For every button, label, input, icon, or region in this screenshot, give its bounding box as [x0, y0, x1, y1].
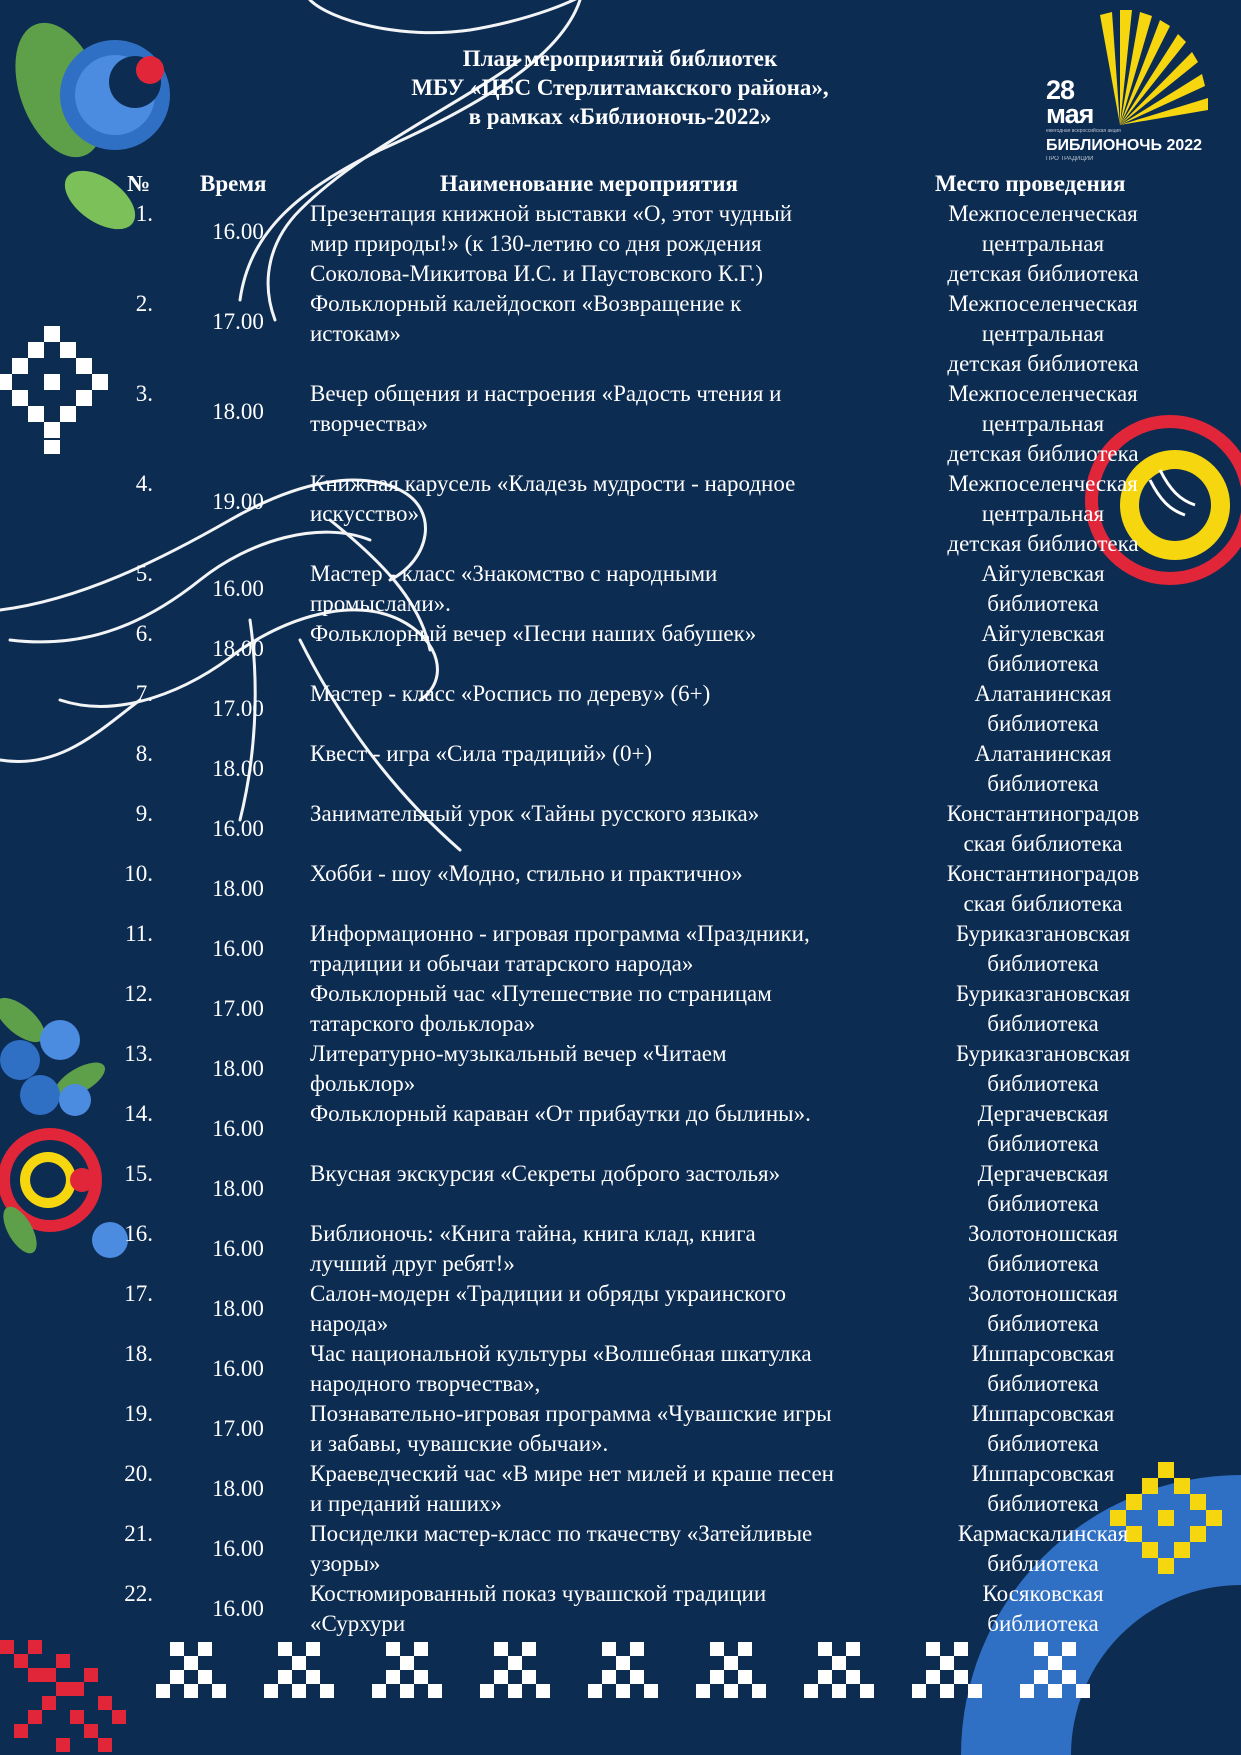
table-row	[0, 469, 1241, 559]
event-name: Квест - игра «Сила традиций» (0+)	[310, 741, 653, 766]
event-time: 18.00	[212, 876, 264, 901]
table-row	[0, 1279, 1241, 1339]
event-name: Литературно-музыкальный вечер «Читаем фольклор»	[310, 1041, 727, 1096]
event-number: 7.	[135, 681, 153, 706]
event-number: 5.	[135, 561, 153, 586]
event-number: 1.	[135, 201, 153, 226]
event-time: 18.00	[212, 399, 264, 424]
event-time: 16.00	[212, 936, 264, 961]
table-row	[0, 379, 1241, 469]
event-time: 17.00	[212, 309, 264, 334]
event-number: 16.	[124, 1221, 153, 1246]
event-place: Межпоселенческая центральная детская библиотека	[947, 471, 1139, 556]
event-name: Занимательный урок «Тайны русского языка»	[310, 801, 760, 826]
event-number: 13.	[124, 1041, 153, 1066]
event-time: 18.00	[212, 636, 264, 661]
event-place: Константиноградов ская библиотека	[946, 801, 1140, 856]
event-number: 11.	[125, 921, 153, 946]
bottom-stitch-border	[156, 1642, 1090, 1698]
event-name: Познавательно-игровая программа «Чувашские игры и забавы, чувашские обычаи».	[310, 1401, 832, 1456]
table-row	[0, 289, 1241, 379]
event-place: Буриказгановская библиотека	[955, 921, 1131, 976]
event-time: 18.00	[212, 1296, 264, 1321]
event-number: 22.	[124, 1581, 153, 1606]
event-name: Посиделки мастер-класс по ткачеству «Затейливые узоры»	[310, 1521, 813, 1576]
title-line-2: МБУ «ЦБС Стерлитамакского района»,	[411, 75, 829, 100]
logo-caption-small: ежегодная всероссийская акция	[1046, 128, 1121, 134]
page-title	[300, 44, 940, 131]
table-row	[0, 1219, 1241, 1279]
event-name: Фольклорный калейдоскоп «Возвращение к истокам»	[310, 291, 742, 346]
event-number: 8.	[135, 741, 153, 766]
table-row	[0, 1399, 1241, 1459]
column-header-time: Время	[200, 171, 267, 196]
event-place: Алатанинская библиотека	[974, 681, 1112, 736]
event-number: 19.	[124, 1401, 153, 1426]
event-place: Дергачевская библиотека	[977, 1161, 1109, 1216]
event-number: 4.	[135, 471, 153, 496]
biblionoch-logo	[1040, 0, 1241, 170]
table-row	[0, 1039, 1241, 1099]
event-name: Мастер - класс «Знакомство с народными промыслами».	[310, 561, 718, 616]
event-place: Буриказгановская библиотека	[955, 1041, 1131, 1096]
event-place: Алатанинская библиотека	[974, 741, 1112, 796]
column-header-place: Место проведения	[935, 171, 1126, 196]
event-number: 18.	[124, 1341, 153, 1366]
event-time: 16.00	[212, 816, 264, 841]
event-name: Информационно - игровая программа «Праздники, традиции и обычаи татарского народа»	[310, 921, 810, 976]
event-place: Косяковская библиотека	[982, 1581, 1104, 1636]
event-time: 16.00	[212, 1116, 264, 1141]
event-number: 9.	[135, 801, 153, 826]
event-name: Фольклорный караван «От прибаутки до былины».	[310, 1101, 811, 1126]
table-row	[0, 559, 1241, 619]
event-time: 17.00	[212, 996, 264, 1021]
event-number: 21.	[124, 1521, 153, 1546]
event-name: Краеведческий час «В мире нет милей и краше песен и преданий наших»	[310, 1461, 834, 1516]
table-row	[0, 979, 1241, 1039]
event-place: Ишпарсовская библиотека	[971, 1401, 1115, 1456]
event-place: Айгулевская библиотека	[981, 621, 1105, 676]
events-table	[0, 199, 1241, 1639]
title-line-3: в рамках «Библионочь-2022»	[468, 104, 772, 129]
column-header-name: Наименование мероприятия	[440, 171, 738, 196]
event-name: Фольклорный вечер «Песни наших бабушек»	[310, 621, 757, 646]
event-place: Межпоселенческая центральная детская библиотека	[947, 381, 1139, 466]
logo-brand: БИБЛИОНОЧЬ 2022	[1046, 137, 1203, 154]
event-time: 18.00	[212, 1056, 264, 1081]
table-row	[0, 1099, 1241, 1159]
event-time: 16.00	[212, 576, 264, 601]
table-row	[0, 859, 1241, 919]
event-name: Вечер общения и настроения «Радость чтения и творчества»	[310, 381, 782, 436]
event-time: 18.00	[212, 1176, 264, 1201]
event-name: Библионочь: «Книга тайна, книга клад, книга лучший друг ребят!»	[310, 1221, 756, 1276]
event-name: Салон-модерн «Традиции и обряды украинского народа»	[310, 1281, 786, 1336]
event-time: 16.00	[212, 1596, 264, 1621]
logo-date-month: мая	[1046, 99, 1094, 129]
event-number: 2.	[135, 291, 153, 316]
event-number: 3.	[135, 381, 153, 406]
table-row	[0, 619, 1241, 679]
event-number: 14.	[124, 1101, 153, 1126]
event-place: Межпоселенческая центральная детская библиотека	[947, 201, 1139, 286]
event-place: Ишпарсовская библиотека	[971, 1461, 1115, 1516]
event-name: Хобби - шоу «Модно, стильно и практично»	[310, 861, 743, 886]
event-name: Фольклорный час «Путешествие по страницам татарского фольклора»	[310, 981, 772, 1036]
event-name: Час национальной культуры «Волшебная шкатулка народного творчества»,	[310, 1341, 812, 1396]
logo-date-number: 28	[1046, 75, 1075, 105]
table-row	[0, 1579, 1241, 1639]
event-time: 17.00	[212, 696, 264, 721]
event-time: 18.00	[212, 756, 264, 781]
logo-subtitle: ПРО ТРАДИЦИИ	[1046, 156, 1094, 162]
event-number: 12.	[124, 981, 153, 1006]
table-row	[0, 739, 1241, 799]
bottom-left-stitch	[0, 1640, 126, 1752]
event-place: Дергачевская библиотека	[977, 1101, 1109, 1156]
title-line-1: План мероприятий библиотек	[462, 46, 778, 71]
event-name: Презентация книжной выставки «О, этот чудный мир природы!» (к 130-летию со дня рождения Соколова-Микитова И.С. и Паустовского К.Г.)	[310, 201, 793, 286]
column-header-num: №	[127, 171, 151, 196]
table-row	[0, 1339, 1241, 1399]
event-place: Константиноградов ская библиотека	[946, 861, 1140, 916]
event-number: 10.	[124, 861, 153, 886]
event-number: 20.	[124, 1461, 153, 1486]
event-time: 16.00	[212, 1536, 264, 1561]
event-place: Золотоношская библиотека	[968, 1281, 1118, 1336]
event-place: Золотоношская библиотека	[968, 1221, 1118, 1276]
table-row	[0, 919, 1241, 979]
event-time: 19.00	[212, 489, 264, 514]
table-row	[0, 1459, 1241, 1519]
event-name: Книжная карусель «Кладезь мудрости - народное искусство»	[310, 471, 796, 526]
event-place: Буриказгановская библиотека	[955, 981, 1131, 1036]
event-time: 18.00	[212, 1476, 264, 1501]
event-name: Мастер - класс «Роспись по дереву» (6+)	[310, 681, 711, 706]
event-time: 17.00	[212, 1416, 264, 1441]
event-number: 17.	[124, 1281, 153, 1306]
event-place: Межпоселенческая центральная детская библиотека	[947, 291, 1139, 376]
event-place: Кармаскалинская библиотека	[957, 1521, 1129, 1576]
table-row	[0, 799, 1241, 859]
event-place: Айгулевская библиотека	[981, 561, 1105, 616]
table-row	[0, 679, 1241, 739]
event-name: Вкусная экскурсия «Секреты доброго застолья»	[310, 1161, 781, 1186]
event-number: 6.	[135, 621, 153, 646]
table-row	[0, 199, 1241, 289]
event-place: Ишпарсовская библиотека	[971, 1341, 1115, 1396]
event-time: 16.00	[212, 1236, 264, 1261]
event-time: 16.00	[212, 1356, 264, 1381]
event-name: Костюмированный показ чувашской традиции «Сурхури	[310, 1581, 767, 1636]
logo-date	[1046, 75, 1094, 129]
event-number: 15.	[124, 1161, 153, 1186]
table-row	[0, 1159, 1241, 1219]
event-time: 16.00	[212, 219, 264, 244]
table-row	[0, 1519, 1241, 1579]
